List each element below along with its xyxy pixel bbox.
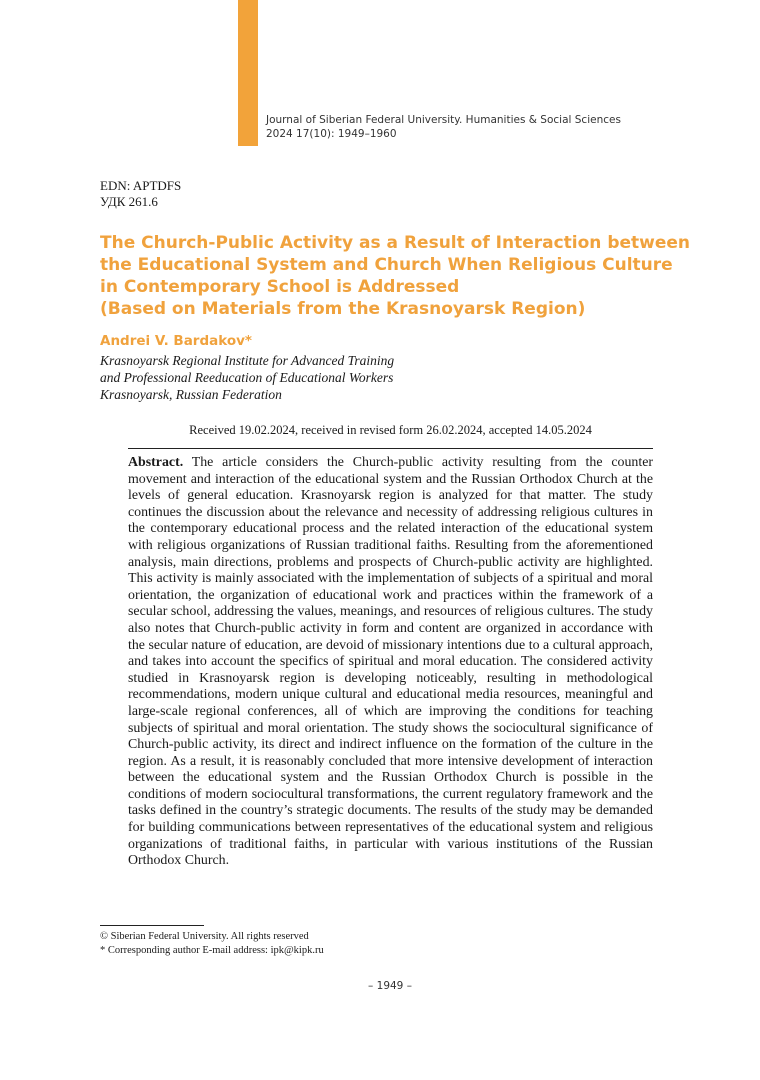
article-title bbox=[100, 232, 691, 320]
journal-header bbox=[266, 113, 621, 141]
affiliation-line: Krasnoyarsk, Russian Federation bbox=[100, 387, 282, 402]
footnote-divider bbox=[100, 925, 204, 926]
affiliation-line: Krasnoyarsk Regional Institute for Advanced Training bbox=[100, 353, 395, 368]
journal-name: Journal of Siberian Federal University. Humanities & Social Sciences bbox=[266, 114, 621, 126]
article-identifiers bbox=[100, 178, 181, 210]
title-line: the Educational System and Church When Religious Culture bbox=[100, 255, 673, 275]
title-line: (Based on Materials from the Krasnoyarsk Region) bbox=[100, 299, 586, 319]
copyright-footnote: © Siberian Federal University. All rights reserved bbox=[100, 931, 309, 942]
udk-code: УДК 261.6 bbox=[100, 194, 158, 209]
author-name: Andrei V. Bardakov* bbox=[100, 333, 252, 349]
abstract bbox=[128, 455, 653, 870]
page-number: – 1949 – bbox=[368, 980, 412, 992]
author-affiliation bbox=[100, 352, 394, 403]
title-line: in Contemporary School is Addressed bbox=[100, 277, 460, 297]
affiliation-line: and Professional Reeducation of Educational Workers bbox=[100, 370, 394, 385]
title-line: The Church-Public Activity as a Result of Interaction between bbox=[100, 233, 691, 253]
abstract-label: Abstract. bbox=[128, 455, 184, 470]
journal-accent-bar bbox=[238, 0, 258, 146]
corresponding-author-footnote: * Corresponding author E-mail address: ipk@kipk.ru bbox=[100, 945, 324, 956]
abstract-text: The article considers the Church-public activity resulting from the counter movement and interaction of the educational system and the Russian Orthodox Church at the levels of general education. Krasnoyarsk region is analyzed for that matter. The study continues the discussion about the relevance and necessity of addressing religious cultures in the contemporary educational process and the related interaction of the educational system with religious organizations of Russian traditional faiths. Resulting from the aforementioned analysis, main directions, problems and prospects of Church-public activity are highlighted. This activity is mainly associated with the implementation of subjects of a spiritual and moral orientation, the organization of educational work and practices within the framework of a secular school, addressing the values, meanings, and resources of religious cultures. The study also notes that Church-public activity in form and content are organized in accordance with the secular nature of education, are devoid of missionary intentions due to a cultural approach, and takes into account the specifics of spiritual and moral education. The considered activity studied in Krasnoyarsk region is developing noticeably, resulting in methodological recommendations, modern unique cultural and educational media resources, meaningful and large-scale regional conferences, all of which are improving the conditions for teaching subjects of spiritual and moral orientation. The study shows the sociocultural significance of Church-public activity, its direct and indirect influence on the formation of the culture in the region. As a result, it is reasonably concluded that more intensive development of interaction between the educational system and the Russian Orthodox Church is possible in the conditions of modern sociocultural transformations, the current regulatory framework and the tasks defined in the country’s strategic documents. The results of the study may be demanded for building communications between representatives of the educational system and religious organizations of traditional faiths, in particular with various institutions of the Russian Orthodox Church. bbox=[128, 455, 653, 869]
divider bbox=[128, 448, 653, 449]
journal-volume: 2024 17(10): 1949–1960 bbox=[266, 128, 397, 140]
received-dates: Received 19.02.2024, received in revised form 26.02.2024, accepted 14.05.2024 bbox=[189, 423, 592, 437]
edn-code: EDN: APTDFS bbox=[100, 178, 182, 193]
